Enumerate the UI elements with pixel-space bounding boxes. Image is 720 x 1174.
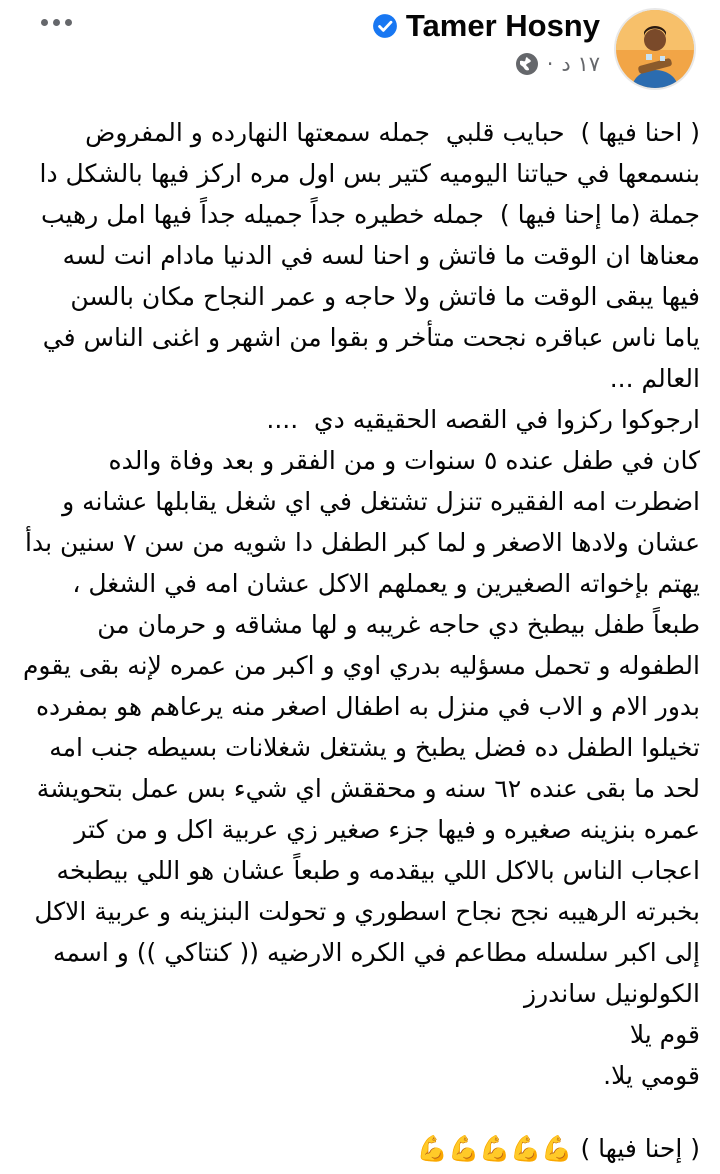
closing-text: ( إحنا فيها ): [580, 1134, 700, 1163]
post-header: [0, 0, 720, 100]
public-globe-icon[interactable]: [515, 52, 539, 76]
author-row: [372, 8, 600, 44]
post-time[interactable]: ١٧ د: [561, 52, 600, 76]
more-options-icon: [41, 19, 48, 26]
more-dot: [53, 19, 60, 26]
avatar-image: [616, 10, 694, 88]
verified-badge-icon: [372, 13, 398, 39]
avatar[interactable]: [616, 10, 694, 88]
more-options-button[interactable]: [36, 8, 76, 36]
author-name[interactable]: Tamer Hosny: [405, 8, 600, 43]
post-meta: [515, 52, 600, 76]
post-text: ( احنا فيها ) حبايب قلبي جمله سمعتها النهارده و المفروض بنسمعها في حياتنا اليوميه كتير بس اول مره اركز فيها بالشكل دا جملة (ما إحنا فيها ) جمله خطيره جداً جميله جداً فيها امل رهيب معناها ان الوقت ما فاتش و احنا لسه في الدنيا مادام انت لسه فيها يبقى الوقت ما فاتش ولا حاجه و عمر النجاح مكان بالسن ياما ناس عباقره نجحت متأخر و بقوا من اشهر و اغنى الناس في العالم ... ارجوكوا ركزوا في القصه الحقيقيه دي .... كان في طفل عنده ٥ سنوات و من الفقر و بعد وفاة والده اضطرت امه الفقيره تنزل تشتغل في اي شغل يقابلها عشانه و عشان ولادها الاصغر و لما كبر الطفل دا شويه من سن ٧ سنين بدأ يهتم بإخواته الصغيرين و يعملهم الاكل عشان امه في الشغل ، طبعاً طفل بيطبخ دي حاجه غريبه و لها مشاقه و حرمان من الطفوله و تحمل مسؤليه بدري اوي و اكبر من عمره لإنه بقى يقوم بدور الام و الاب في منزل به اطفال اصغر منه يرعاهم هو بمفرده تخيلوا الطفل ده فضل يطبخ و يشتغل شغلانات بسيطه جنب امه لحد ما بقى عنده ٦٢ سنه و محققش اي شيء بس عمل بتحويشة عمره بنزينه صغيره و فيها جزء صغير زي عربية اكل و من كتر اعجاب الناس بالاكل اللي بيقدمه و طبعاً عشان هو اللي بيطبخه بخبرته الرهيبه نجح نجاح اسطوري و تحولت البنزينه و عربية الاكل إلى اكبر سلسله مطاعم في الكره الارضيه (( كنتاكي )) و اسمه الكولونيل ساندرز قوم يلا قومي يلا.: [22, 118, 700, 1090]
flexed-biceps-emojis: 💪💪💪💪💪: [416, 1134, 573, 1163]
post-closing-line: [22, 1128, 700, 1169]
meta-separator: ·: [546, 52, 554, 76]
more-dot: [65, 19, 72, 26]
